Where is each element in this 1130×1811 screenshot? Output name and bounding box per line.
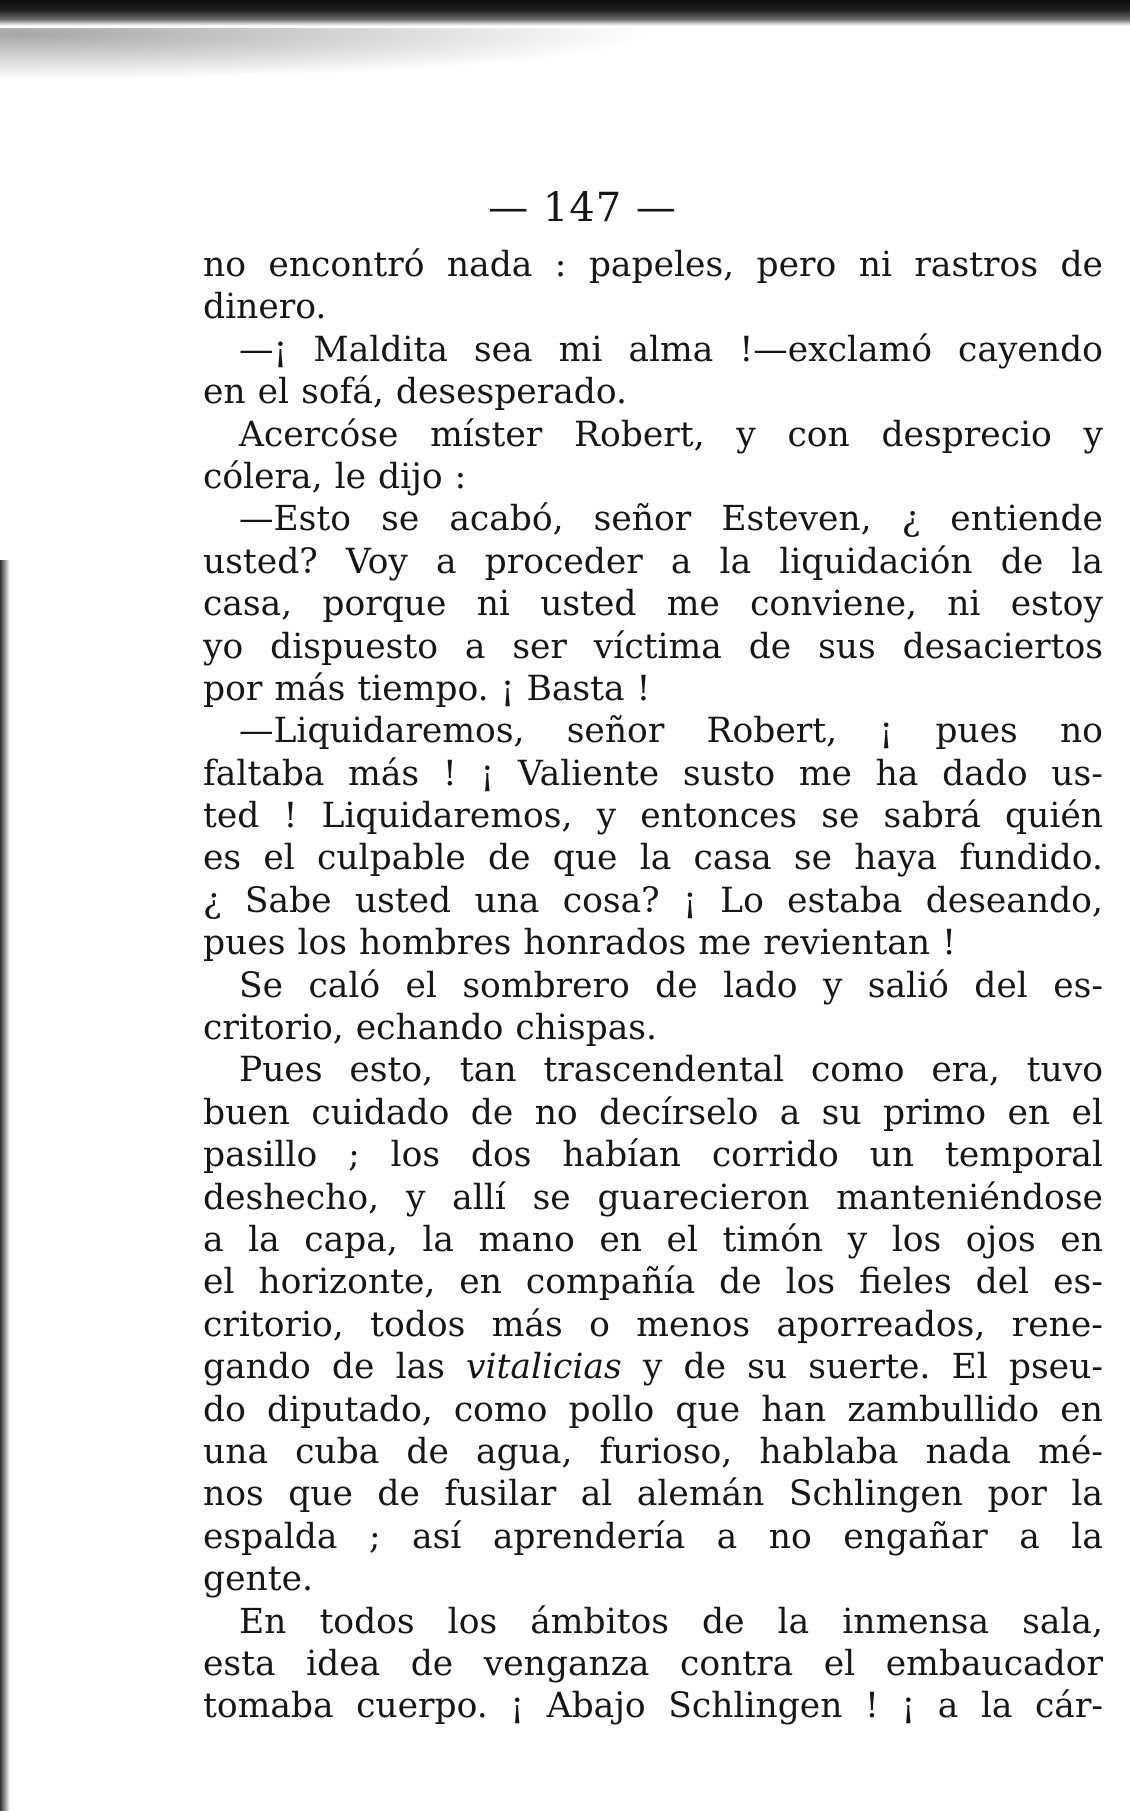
- text-line: a la capa, la mano en el timón y los ojos en: [203, 1219, 1103, 1260]
- text-line: yo dispuesto a ser víctima de sus desaciertos: [203, 626, 1103, 667]
- text-line: una cuba de agua, furioso, hablaba nada mé-: [203, 1431, 1103, 1472]
- text-line: buen cuidado de no decírselo a su primo en el: [203, 1092, 1103, 1133]
- text-line: espalda ; así aprendería a no engañar a la: [203, 1516, 1103, 1557]
- text-line: tomaba cuerpo. ¡ Abajo Schlingen ! ¡ a la cár-: [203, 1686, 1103, 1727]
- text-line: —Liquidaremos, señor Robert, ¡ pues no: [239, 711, 1103, 752]
- text-line: dinero.: [203, 287, 327, 328]
- text-line: por más tiempo. ¡ Basta !: [203, 668, 651, 709]
- text-line: gando de las vitalicias y de su suerte. El pseu-: [203, 1347, 1103, 1388]
- text-line: gente.: [203, 1559, 313, 1600]
- text-line: faltaba más ! ¡ Valiente susto me ha dado us-: [203, 753, 1103, 794]
- text-line: es el culpable de que la casa se haya fundido.: [203, 838, 1103, 879]
- page-left-edge-shadow: [0, 560, 10, 1811]
- page-number: — 147 —: [488, 185, 677, 231]
- text-line: Acercóse míster Robert, y con desprecio y: [239, 414, 1103, 455]
- text-line: en el sofá, desesperado.: [203, 372, 627, 413]
- text-line: En todos los ámbitos de la inmensa sala,: [239, 1601, 1103, 1642]
- text-line: casa, porque ni usted me conviene, ni estoy: [203, 584, 1103, 625]
- text-line: critorio, todos más o menos aporreados, rene-: [203, 1304, 1103, 1345]
- page-top-edge-speckle: [0, 28, 760, 88]
- text-line: Pues esto, tan trascendental como era, tuvo: [239, 1050, 1103, 1091]
- text-line: pasillo ; los dos habían corrido un temporal: [203, 1135, 1103, 1176]
- text-line: cólera, le dijo :: [203, 456, 467, 497]
- text-line: —Esto se acabó, señor Esteven, ¿ entiende: [239, 499, 1103, 540]
- text-line: no encontró nada : papeles, pero ni rastros de: [203, 245, 1103, 285]
- body-text: [203, 244, 1103, 1728]
- text-line: el horizonte, en compañía de los fieles del es-: [203, 1262, 1103, 1303]
- text-line: ted ! Liquidaremos, y entonces se sabrá quién: [203, 796, 1103, 837]
- text-line: ¿ Sabe usted una cosa? ¡ Lo estaba deseando,: [203, 880, 1103, 921]
- page-top-edge-shadow: [0, 0, 1130, 26]
- text-line: usted? Voy a proceder a la liquidación de la: [203, 541, 1103, 582]
- text-line: —¡ Maldita sea mi alma !—exclamó cayendo: [239, 329, 1103, 370]
- text-line: do diputado, como pollo que han zambullido en: [203, 1389, 1103, 1430]
- text-line: pues los hombres honrados me revientan !: [203, 923, 956, 964]
- text-line: nos que de fusilar al alemán Schlingen por la: [203, 1474, 1103, 1515]
- text-line: deshecho, y allí se guarecieron manteniéndose: [203, 1177, 1103, 1218]
- text-line: esta idea de venganza contra el embaucador: [203, 1643, 1103, 1684]
- text-line: Se caló el sombrero de lado y salió del es-: [239, 965, 1103, 1006]
- text-line: critorio, echando chispas.: [203, 1008, 657, 1049]
